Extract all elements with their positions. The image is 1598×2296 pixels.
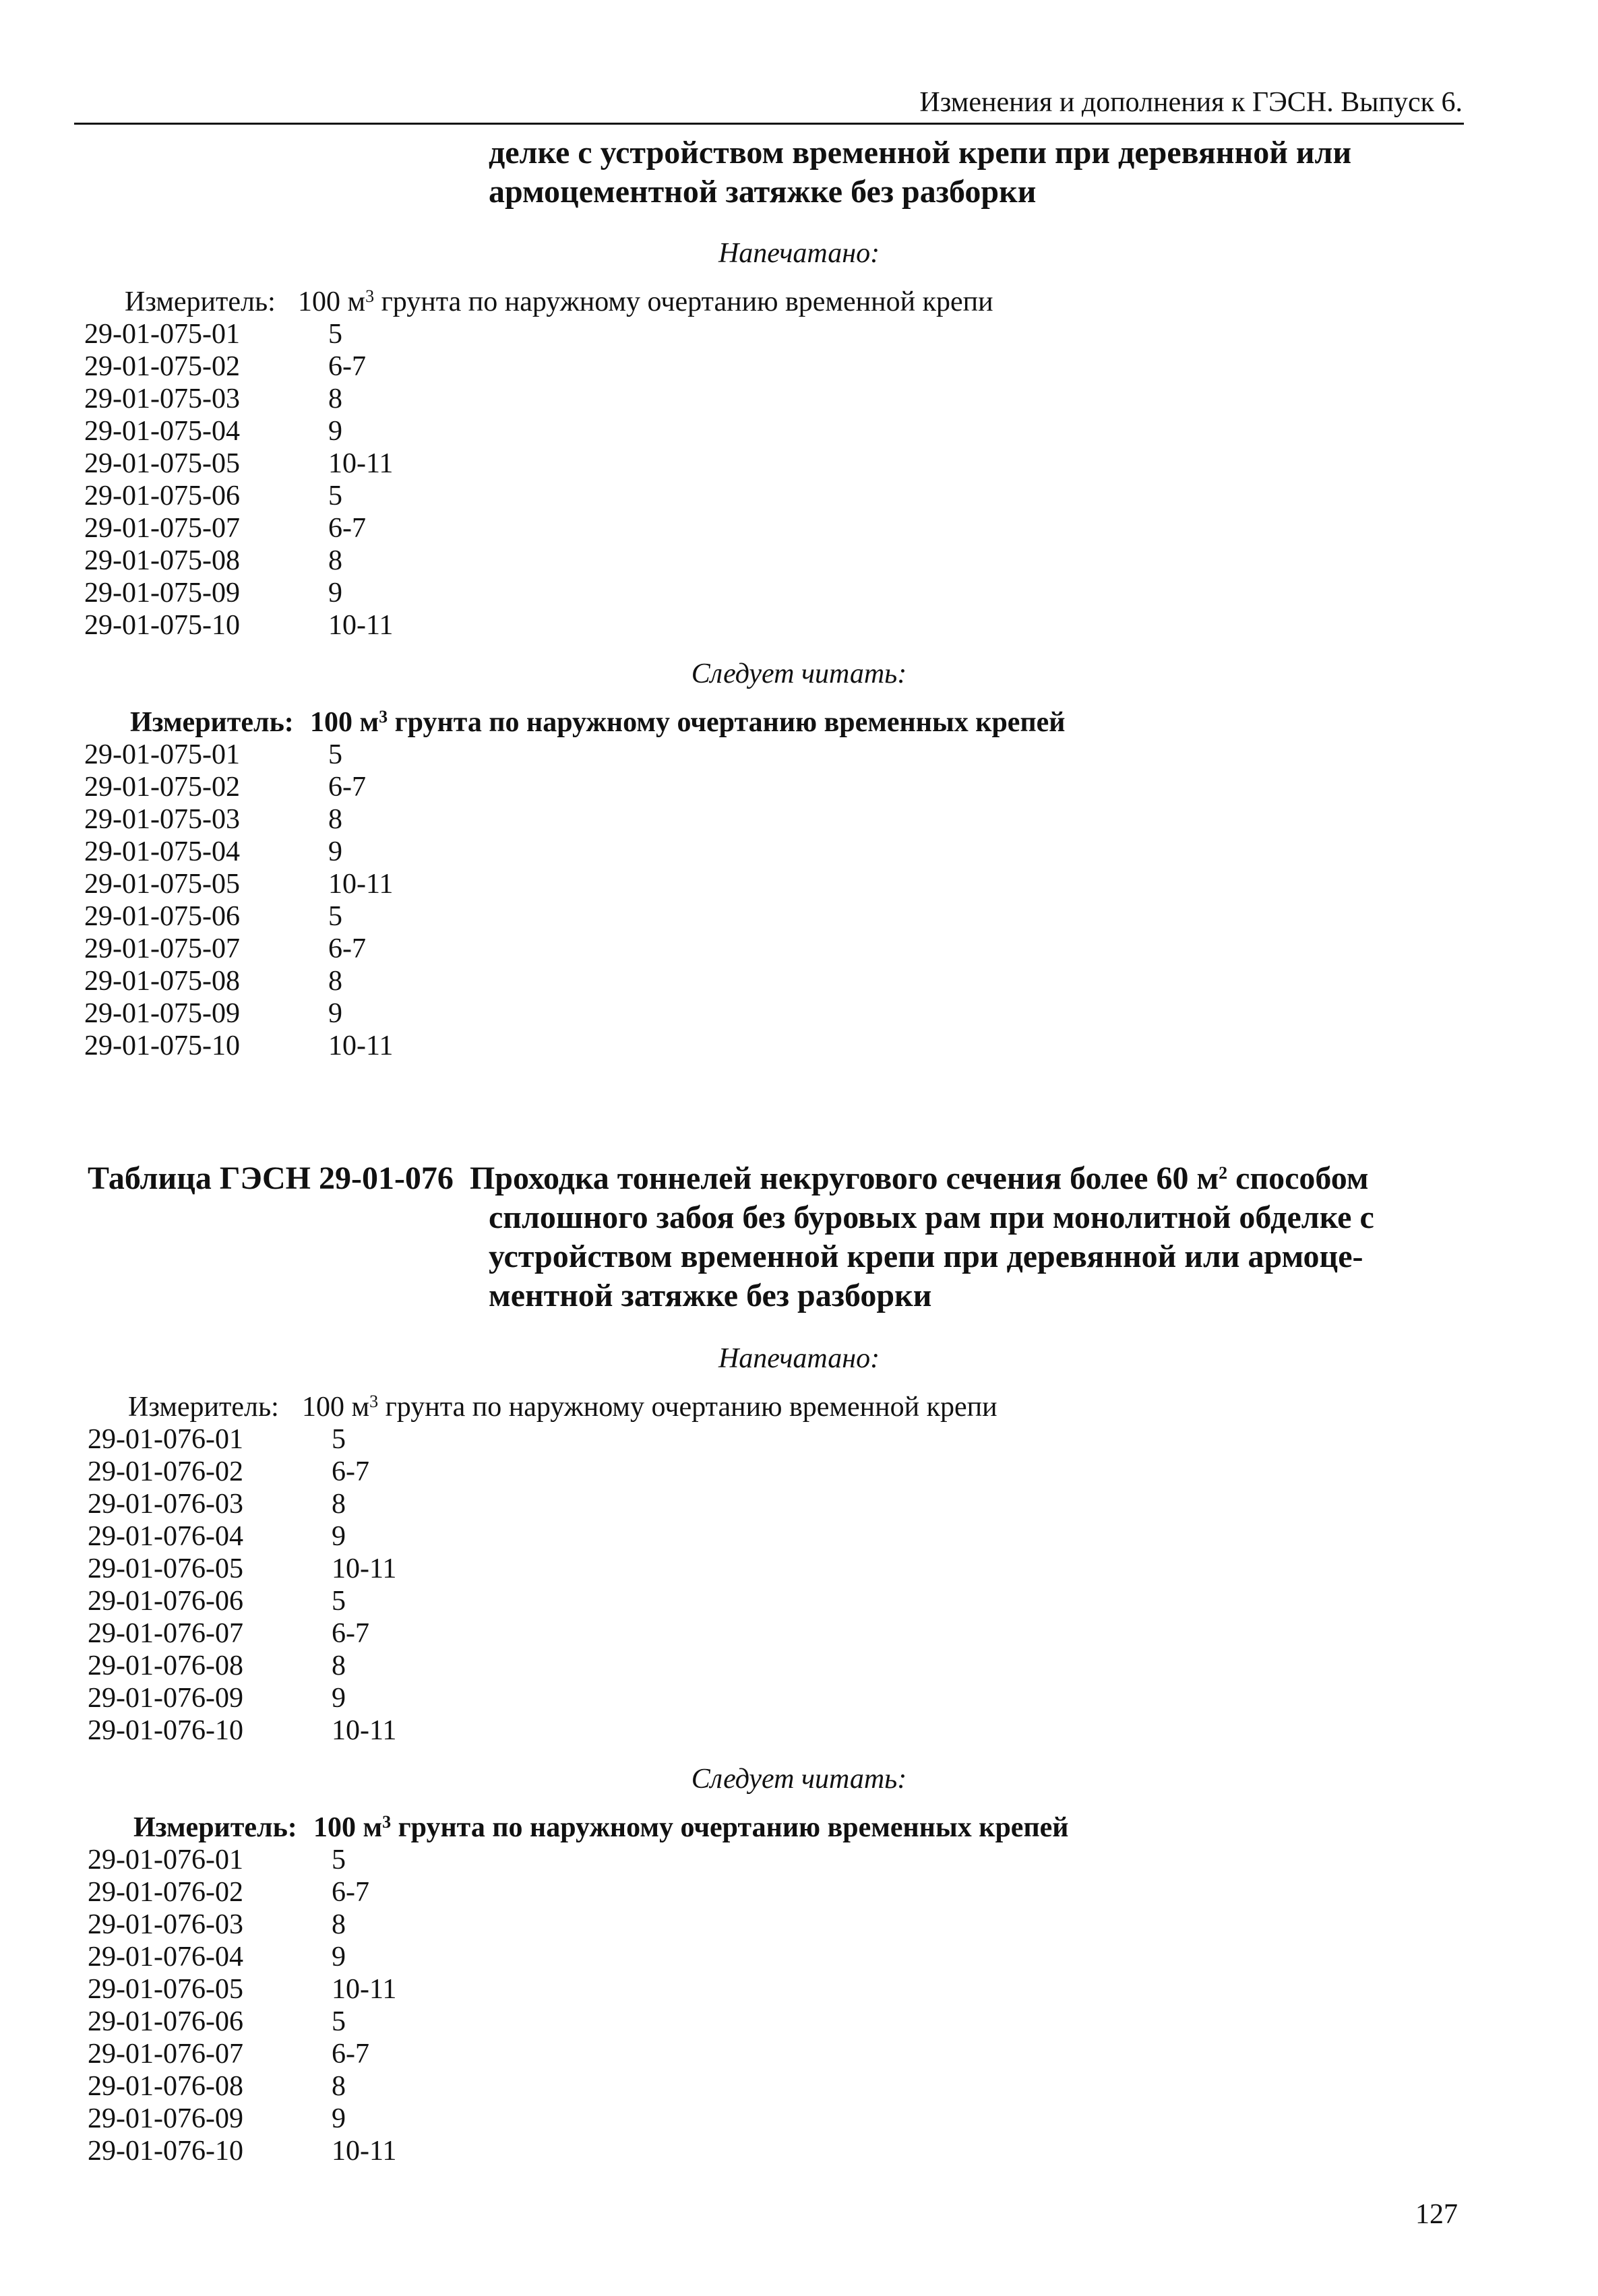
row-code: 29-01-076-06 — [88, 1586, 243, 1617]
table-row — [84, 771, 1163, 803]
row-code: 29-01-076-05 — [88, 1974, 243, 2005]
row-code: 29-01-075-06 — [84, 901, 240, 932]
row-value: 10-11 — [332, 1715, 397, 1746]
section-1-corrected-block — [84, 706, 1163, 1062]
row-code: 29-01-075-04 — [84, 416, 240, 447]
row-code: 29-01-076-08 — [88, 2071, 243, 2102]
section-2-corrected-block — [88, 1811, 1166, 2167]
row-value: 6-7 — [328, 351, 366, 382]
row-code: 29-01-076-07 — [88, 2039, 243, 2070]
row-value: 6-7 — [328, 513, 366, 544]
row-code: 29-01-076-01 — [88, 1844, 243, 1875]
table-title-line: сплошного забоя без буровых рам при монолитной обделке с — [489, 1200, 1374, 1235]
row-code: 29-01-075-10 — [84, 1030, 240, 1061]
row-code: 29-01-076-10 — [88, 1715, 243, 1746]
row-code: 29-01-076-03 — [88, 1489, 243, 1520]
row-code: 29-01-075-01 — [84, 739, 240, 770]
row-code: 29-01-076-02 — [88, 1877, 243, 1908]
table-row — [84, 447, 1095, 480]
table-row — [88, 1876, 1166, 1909]
section-1-printed-meter — [84, 286, 1095, 318]
table-row — [88, 1423, 1099, 1456]
row-value: 9 — [332, 2103, 346, 2134]
table-row — [88, 1909, 1166, 1941]
table-row — [84, 480, 1095, 512]
row-value: 6-7 — [328, 933, 366, 964]
table-row — [84, 577, 1095, 609]
table-row — [88, 1650, 1099, 1682]
row-code: 29-01-075-09 — [84, 578, 240, 609]
row-value: 9 — [332, 1521, 346, 1552]
row-code: 29-01-075-09 — [84, 998, 240, 1029]
row-value: 5 — [332, 1844, 346, 1875]
table-title-line: ментной затяжке без разборки — [489, 1278, 932, 1313]
table-row — [88, 2103, 1166, 2135]
row-code: 29-01-075-05 — [84, 448, 240, 479]
row-value: 10-11 — [328, 869, 394, 900]
meter-label: Измеритель: — [130, 707, 294, 738]
section-2-printed-block — [88, 1391, 1099, 1747]
row-value: 6-7 — [328, 772, 366, 803]
table-row — [84, 933, 1163, 965]
row-value: 10-11 — [332, 1974, 397, 2005]
row-value: 6-7 — [332, 1456, 369, 1487]
table-row — [84, 350, 1095, 383]
section-1-printed-label: Напечатано: — [718, 238, 880, 269]
meter-label: Измеритель: — [125, 286, 276, 317]
section-2-printed-label: Напечатано: — [718, 1343, 880, 1374]
row-value: 8 — [328, 383, 342, 414]
table-title-first-line: Проходка тоннелей некругового сечения более 60 $м^2$ способом — [469, 1160, 1369, 1196]
meter-label: Измеритель: — [133, 1812, 297, 1843]
table-row — [84, 1030, 1163, 1062]
running-header: Изменения и дополнения к ГЭСН. Выпуск 6. — [919, 87, 1463, 118]
row-value: 10-11 — [328, 1030, 394, 1061]
row-code: 29-01-076-05 — [88, 1553, 243, 1584]
table-row — [88, 1520, 1099, 1553]
row-value: 5 — [328, 901, 342, 932]
table-row — [84, 836, 1163, 868]
row-code: 29-01-075-03 — [84, 804, 240, 835]
row-code: 29-01-076-02 — [88, 1456, 243, 1487]
table-row — [88, 2038, 1166, 2070]
row-value: 6-7 — [332, 1877, 369, 1908]
row-value: 5 — [332, 2006, 346, 2037]
row-code: 29-01-075-08 — [84, 545, 240, 576]
row-value: 9 — [328, 836, 342, 867]
section-1-title-line: делке с устройством временной крепи при деревянной или — [489, 135, 1352, 170]
row-value: 6-7 — [332, 2039, 369, 2070]
row-value: 6-7 — [332, 1618, 369, 1649]
row-code: 29-01-076-06 — [88, 2006, 243, 2037]
table-row — [88, 1714, 1099, 1747]
row-value: 5 — [328, 319, 342, 350]
row-code: 29-01-076-08 — [88, 1650, 243, 1681]
header-rule — [74, 123, 1464, 125]
row-code: 29-01-075-04 — [84, 836, 240, 867]
table-row — [88, 1488, 1099, 1520]
table-row — [84, 997, 1163, 1030]
table-title-continuation — [489, 1198, 1374, 1315]
row-code: 29-01-076-09 — [88, 1683, 243, 1714]
row-value: 8 — [328, 804, 342, 835]
row-code: 29-01-075-10 — [84, 610, 240, 641]
table-row — [88, 1844, 1166, 1876]
row-code: 29-01-076-10 — [88, 2136, 243, 2167]
meter-label: Измеритель: — [128, 1392, 279, 1423]
row-code: 29-01-075-06 — [84, 480, 240, 511]
table-row — [84, 318, 1095, 350]
row-code: 29-01-075-03 — [84, 383, 240, 414]
row-value: 8 — [332, 1489, 346, 1520]
row-value: 9 — [328, 998, 342, 1029]
row-code: 29-01-076-07 — [88, 1618, 243, 1649]
row-code: 29-01-075-02 — [84, 351, 240, 382]
table-row — [84, 868, 1163, 900]
table-row — [88, 2135, 1166, 2167]
row-value: 10-11 — [332, 1553, 397, 1584]
row-code: 29-01-075-07 — [84, 513, 240, 544]
row-code: 29-01-075-08 — [84, 966, 240, 997]
row-code: 29-01-076-04 — [88, 1521, 243, 1552]
table-row — [84, 803, 1163, 836]
section-1-title-line: армоцементной затяжке без разборки — [489, 174, 1037, 210]
row-code: 29-01-075-05 — [84, 869, 240, 900]
row-value: 8 — [328, 545, 342, 576]
section-1-corrected-meter — [84, 706, 1163, 739]
row-value: 8 — [332, 1650, 346, 1681]
row-value: 9 — [328, 578, 342, 609]
table-title-line: устройством временной крепи при деревянной или армоце- — [489, 1239, 1363, 1274]
table-row — [84, 609, 1095, 642]
table-row — [84, 965, 1163, 997]
row-code: 29-01-075-07 — [84, 933, 240, 964]
row-value: 5 — [328, 739, 342, 770]
table-row — [84, 545, 1095, 577]
table-row — [84, 383, 1095, 415]
table-row — [84, 512, 1095, 545]
section-2-corrected-meter — [88, 1811, 1166, 1844]
row-value: 9 — [332, 1942, 346, 1973]
row-value: 9 — [328, 416, 342, 447]
row-value: 8 — [332, 1909, 346, 1940]
table-row — [88, 1585, 1099, 1617]
table-row — [84, 739, 1163, 771]
section-1-printed-block — [84, 286, 1095, 642]
table-row — [88, 2070, 1166, 2103]
section-2-table-title — [88, 1159, 1374, 1313]
meter-text: 100 $м^3$ грунта по наружному очертанию временных крепей — [313, 1812, 1069, 1843]
row-code: 29-01-076-03 — [88, 1909, 243, 1940]
meter-text: 100 $м^3$ грунта по наружному очертанию временной крепи — [302, 1392, 997, 1423]
row-value: 9 — [332, 1683, 346, 1714]
table-row — [88, 1553, 1099, 1585]
row-value: 8 — [328, 966, 342, 997]
section-1-title — [489, 133, 1351, 212]
table-row — [88, 1941, 1166, 1973]
row-code: 29-01-075-02 — [84, 772, 240, 803]
row-value: 5 — [328, 480, 342, 511]
meter-text: 100 $м^3$ грунта по наружному очертанию временных крепей — [310, 707, 1066, 738]
table-row — [84, 900, 1163, 933]
row-value: 8 — [332, 2071, 346, 2102]
table-title-lead: Таблица ГЭСН 29-01-076 — [88, 1160, 454, 1196]
page-number: 127 — [1415, 2199, 1458, 2230]
table-row — [88, 1617, 1099, 1650]
row-code: 29-01-076-04 — [88, 1942, 243, 1973]
table-row — [88, 1456, 1099, 1488]
table-row — [88, 1682, 1099, 1714]
section-2-printed-meter — [88, 1391, 1099, 1423]
row-code: 29-01-075-01 — [84, 319, 240, 350]
row-code: 29-01-076-09 — [88, 2103, 243, 2134]
row-value: 5 — [332, 1586, 346, 1617]
meter-text: 100 $м^3$ грунта по наружному очертанию временной крепи — [298, 286, 993, 317]
row-value: 10-11 — [332, 2136, 397, 2167]
row-value: 10-11 — [328, 610, 394, 641]
section-1-corrected-label: Следует читать: — [691, 658, 907, 689]
section-2-corrected-label: Следует читать: — [691, 1764, 907, 1795]
table-row — [88, 1973, 1166, 2006]
table-row — [84, 415, 1095, 447]
table-row — [88, 2006, 1166, 2038]
row-value: 5 — [332, 1424, 346, 1455]
row-code: 29-01-076-01 — [88, 1424, 243, 1455]
row-value: 10-11 — [328, 448, 394, 479]
